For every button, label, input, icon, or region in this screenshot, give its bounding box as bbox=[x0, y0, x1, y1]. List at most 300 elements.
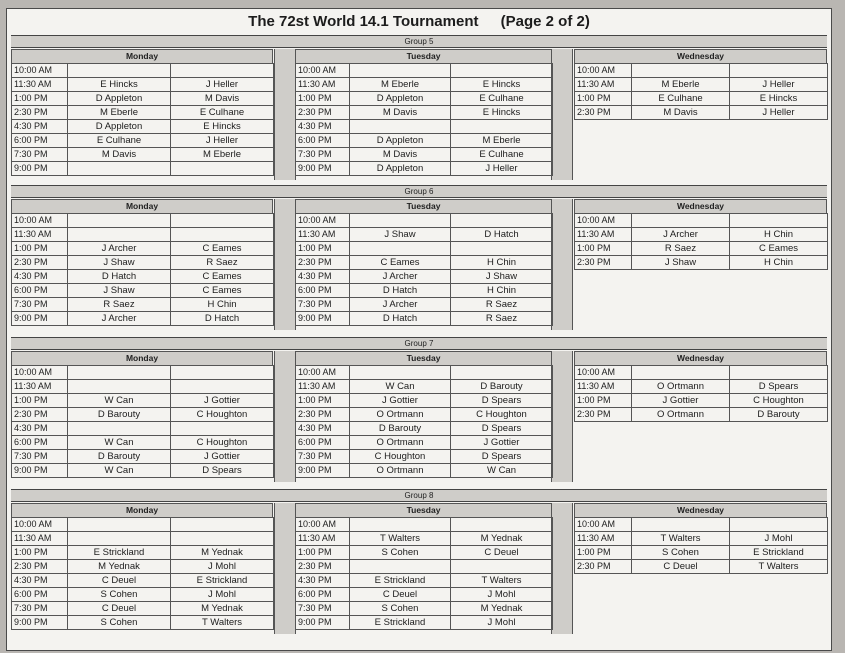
player-two: W Can bbox=[451, 464, 553, 478]
match-row bbox=[296, 464, 553, 478]
match-row bbox=[296, 436, 553, 450]
time-slot: 9:00 PM bbox=[296, 616, 350, 630]
player-one bbox=[350, 560, 451, 574]
match-row bbox=[12, 560, 274, 574]
player-one bbox=[632, 366, 730, 380]
player-two: C Houghton bbox=[171, 436, 274, 450]
time-slot: 10:00 AM bbox=[575, 366, 632, 380]
match-row bbox=[575, 64, 828, 78]
player-two bbox=[171, 64, 274, 78]
player-two: C Houghton bbox=[451, 408, 553, 422]
player-one bbox=[350, 214, 451, 228]
player-one: J Archer bbox=[350, 270, 451, 284]
time-slot: 10:00 AM bbox=[296, 366, 350, 380]
player-two: J Mohl bbox=[730, 532, 828, 546]
player-one: O Ortmann bbox=[632, 408, 730, 422]
player-one: J Gottier bbox=[632, 394, 730, 408]
player-two: C Eames bbox=[171, 284, 274, 298]
player-one: J Shaw bbox=[68, 284, 171, 298]
match-row bbox=[575, 532, 828, 546]
time-slot: 11:30 AM bbox=[12, 228, 68, 242]
time-slot: 6:00 PM bbox=[296, 588, 350, 602]
player-two: M Eberle bbox=[451, 134, 553, 148]
time-slot: 11:30 AM bbox=[575, 228, 632, 242]
player-one: D Appleton bbox=[350, 92, 451, 106]
player-one bbox=[350, 242, 451, 256]
match-row bbox=[12, 408, 274, 422]
player-one bbox=[632, 518, 730, 532]
player-one: W Can bbox=[68, 394, 171, 408]
time-slot: 7:30 PM bbox=[296, 298, 350, 312]
player-one bbox=[632, 64, 730, 78]
time-slot: 2:30 PM bbox=[12, 256, 68, 270]
player-two: J Heller bbox=[171, 78, 274, 92]
match-row bbox=[296, 312, 553, 326]
time-slot: 10:00 AM bbox=[575, 214, 632, 228]
player-one: J Shaw bbox=[68, 256, 171, 270]
match-row bbox=[12, 574, 274, 588]
time-slot: 7:30 PM bbox=[296, 602, 350, 616]
player-one: D Appleton bbox=[68, 92, 171, 106]
player-one: M Yednak bbox=[68, 560, 171, 574]
match-table bbox=[11, 213, 274, 326]
player-one bbox=[350, 366, 451, 380]
player-two: C Deuel bbox=[451, 546, 553, 560]
time-slot: 6:00 PM bbox=[12, 284, 68, 298]
match-row bbox=[12, 228, 274, 242]
match-row bbox=[296, 92, 553, 106]
schedule-sheet bbox=[6, 8, 832, 651]
day-separator bbox=[551, 503, 573, 634]
player-two: E Hincks bbox=[451, 78, 553, 92]
match-row bbox=[296, 148, 553, 162]
player-two: H Chin bbox=[451, 284, 553, 298]
player-one: S Cohen bbox=[350, 602, 451, 616]
player-two: M Yednak bbox=[451, 532, 553, 546]
day-schedule bbox=[574, 351, 827, 482]
time-slot: 2:30 PM bbox=[296, 408, 350, 422]
day-separator bbox=[274, 199, 296, 330]
match-row bbox=[296, 64, 553, 78]
player-two bbox=[451, 518, 553, 532]
match-table bbox=[574, 365, 828, 422]
match-row bbox=[12, 120, 274, 134]
player-two: T Walters bbox=[730, 560, 828, 574]
player-two bbox=[730, 366, 828, 380]
player-two: H Chin bbox=[451, 256, 553, 270]
match-row bbox=[296, 162, 553, 176]
player-one: M Davis bbox=[350, 148, 451, 162]
match-row bbox=[12, 394, 274, 408]
time-slot: 4:30 PM bbox=[12, 270, 68, 284]
player-one: S Cohen bbox=[632, 546, 730, 560]
player-two: R Saez bbox=[171, 256, 274, 270]
player-two: J Mohl bbox=[451, 588, 553, 602]
day-separator bbox=[274, 49, 296, 180]
player-two: E Culhane bbox=[451, 148, 553, 162]
player-one: C Deuel bbox=[350, 588, 451, 602]
day-separator bbox=[551, 199, 573, 330]
match-row bbox=[12, 298, 274, 312]
player-one bbox=[68, 162, 171, 176]
page-title bbox=[7, 9, 831, 35]
player-one: W Can bbox=[68, 464, 171, 478]
match-row bbox=[575, 78, 828, 92]
time-slot: 2:30 PM bbox=[12, 560, 68, 574]
match-row bbox=[12, 106, 274, 120]
match-table bbox=[574, 63, 828, 120]
match-row bbox=[12, 214, 274, 228]
time-slot: 1:00 PM bbox=[12, 92, 68, 106]
group-block bbox=[11, 35, 827, 181]
player-one bbox=[68, 366, 171, 380]
player-two: J Heller bbox=[730, 78, 828, 92]
player-two: J Mohl bbox=[451, 616, 553, 630]
match-row bbox=[575, 546, 828, 560]
player-one: D Hatch bbox=[350, 284, 451, 298]
player-two: D Spears bbox=[451, 422, 553, 436]
group-header: Group 5 bbox=[11, 36, 827, 48]
match-row bbox=[12, 64, 274, 78]
player-one: S Cohen bbox=[68, 616, 171, 630]
time-slot: 2:30 PM bbox=[296, 560, 350, 574]
match-row bbox=[575, 214, 828, 228]
day-schedule bbox=[574, 49, 827, 180]
player-two: M Davis bbox=[171, 92, 274, 106]
player-one: C Deuel bbox=[68, 574, 171, 588]
player-one: S Cohen bbox=[350, 546, 451, 560]
match-row bbox=[296, 532, 553, 546]
time-slot: 7:30 PM bbox=[12, 148, 68, 162]
player-two: J Shaw bbox=[451, 270, 553, 284]
day-schedule bbox=[295, 503, 552, 634]
time-slot: 1:00 PM bbox=[296, 92, 350, 106]
day-schedule bbox=[295, 199, 552, 330]
day-header: Wednesday bbox=[574, 503, 827, 517]
player-one: J Archer bbox=[68, 312, 171, 326]
player-two: M Yednak bbox=[171, 546, 274, 560]
player-two bbox=[451, 214, 553, 228]
time-slot: 10:00 AM bbox=[12, 518, 68, 532]
match-row bbox=[12, 284, 274, 298]
match-table bbox=[11, 63, 274, 176]
time-slot: 11:30 AM bbox=[296, 228, 350, 242]
match-row bbox=[575, 380, 828, 394]
player-one: O Ortmann bbox=[632, 380, 730, 394]
match-row bbox=[296, 616, 553, 630]
match-table bbox=[295, 365, 553, 478]
player-two: E Culhane bbox=[451, 92, 553, 106]
day-schedule bbox=[295, 49, 552, 180]
match-row bbox=[575, 106, 828, 120]
player-one: E Hincks bbox=[68, 78, 171, 92]
player-one: J Archer bbox=[68, 242, 171, 256]
player-one: C Deuel bbox=[68, 602, 171, 616]
player-one: M Davis bbox=[632, 106, 730, 120]
match-row bbox=[296, 518, 553, 532]
time-slot: 1:00 PM bbox=[575, 394, 632, 408]
time-slot: 1:00 PM bbox=[575, 546, 632, 560]
day-separator bbox=[274, 351, 296, 482]
time-slot: 2:30 PM bbox=[12, 106, 68, 120]
player-two: D Hatch bbox=[451, 228, 553, 242]
match-row bbox=[296, 242, 553, 256]
player-two: C Eames bbox=[171, 270, 274, 284]
day-schedule bbox=[295, 351, 552, 482]
player-one: M Eberle bbox=[350, 78, 451, 92]
match-row bbox=[575, 518, 828, 532]
time-slot: 1:00 PM bbox=[12, 546, 68, 560]
time-slot: 4:30 PM bbox=[296, 120, 350, 134]
player-two bbox=[451, 366, 553, 380]
match-row bbox=[296, 574, 553, 588]
player-two: E Hincks bbox=[451, 106, 553, 120]
match-row bbox=[12, 616, 274, 630]
player-one: W Can bbox=[68, 436, 171, 450]
player-one: T Walters bbox=[350, 532, 451, 546]
player-one: J Gottier bbox=[350, 394, 451, 408]
time-slot: 6:00 PM bbox=[12, 588, 68, 602]
time-slot: 6:00 PM bbox=[296, 134, 350, 148]
match-row bbox=[575, 228, 828, 242]
match-row bbox=[12, 464, 274, 478]
player-one: O Ortmann bbox=[350, 436, 451, 450]
match-table bbox=[574, 517, 828, 574]
player-two: J Gottier bbox=[171, 450, 274, 464]
player-one: D Appleton bbox=[350, 162, 451, 176]
match-row bbox=[12, 92, 274, 106]
player-two bbox=[451, 64, 553, 78]
match-row bbox=[575, 560, 828, 574]
player-one: D Barouty bbox=[350, 422, 451, 436]
match-row bbox=[12, 148, 274, 162]
match-row bbox=[296, 546, 553, 560]
match-table bbox=[11, 517, 274, 630]
player-two: C Houghton bbox=[730, 394, 828, 408]
match-row bbox=[296, 588, 553, 602]
time-slot: 9:00 PM bbox=[296, 464, 350, 478]
player-one bbox=[350, 120, 451, 134]
time-slot: 11:30 AM bbox=[575, 78, 632, 92]
player-one: C Eames bbox=[350, 256, 451, 270]
player-one bbox=[632, 214, 730, 228]
match-row bbox=[12, 436, 274, 450]
player-one: R Saez bbox=[68, 298, 171, 312]
player-two: C Eames bbox=[730, 242, 828, 256]
match-row bbox=[575, 394, 828, 408]
match-row bbox=[12, 270, 274, 284]
match-row bbox=[12, 134, 274, 148]
player-one: E Strickland bbox=[350, 616, 451, 630]
match-row bbox=[296, 560, 553, 574]
player-two: J Heller bbox=[171, 134, 274, 148]
time-slot: 11:30 AM bbox=[296, 380, 350, 394]
match-row bbox=[575, 92, 828, 106]
time-slot: 9:00 PM bbox=[12, 162, 68, 176]
player-two: R Saez bbox=[451, 298, 553, 312]
match-row bbox=[296, 602, 553, 616]
player-two: H Chin bbox=[730, 228, 828, 242]
time-slot: 1:00 PM bbox=[575, 242, 632, 256]
day-header: Monday bbox=[11, 199, 273, 213]
match-row bbox=[12, 380, 274, 394]
time-slot: 10:00 AM bbox=[296, 518, 350, 532]
match-row bbox=[12, 588, 274, 602]
player-one bbox=[68, 64, 171, 78]
time-slot: 10:00 AM bbox=[575, 518, 632, 532]
match-row bbox=[296, 450, 553, 464]
player-one: S Cohen bbox=[68, 588, 171, 602]
match-row bbox=[296, 120, 553, 134]
time-slot: 11:30 AM bbox=[296, 532, 350, 546]
player-one: O Ortmann bbox=[350, 464, 451, 478]
time-slot: 10:00 AM bbox=[12, 366, 68, 380]
player-two: C Houghton bbox=[171, 408, 274, 422]
time-slot: 7:30 PM bbox=[296, 148, 350, 162]
day-header: Monday bbox=[11, 503, 273, 517]
player-one: J Shaw bbox=[350, 228, 451, 242]
day-header: Tuesday bbox=[295, 49, 552, 63]
player-one: T Walters bbox=[632, 532, 730, 546]
player-one: D Appleton bbox=[350, 134, 451, 148]
group-block bbox=[11, 185, 827, 331]
player-two: M Yednak bbox=[171, 602, 274, 616]
time-slot: 1:00 PM bbox=[296, 242, 350, 256]
time-slot: 4:30 PM bbox=[296, 270, 350, 284]
day-header: Tuesday bbox=[295, 503, 552, 517]
match-row bbox=[296, 106, 553, 120]
time-slot: 7:30 PM bbox=[12, 298, 68, 312]
time-slot: 10:00 AM bbox=[12, 214, 68, 228]
player-two: D Spears bbox=[171, 464, 274, 478]
match-row bbox=[296, 134, 553, 148]
player-two: C Eames bbox=[171, 242, 274, 256]
player-one: D Hatch bbox=[350, 312, 451, 326]
player-two: E Strickland bbox=[730, 546, 828, 560]
player-two: D Spears bbox=[451, 450, 553, 464]
match-row bbox=[296, 284, 553, 298]
match-row bbox=[12, 546, 274, 560]
day-header: Monday bbox=[11, 49, 273, 63]
time-slot: 2:30 PM bbox=[575, 106, 632, 120]
time-slot: 7:30 PM bbox=[12, 450, 68, 464]
match-row bbox=[296, 228, 553, 242]
player-one: M Davis bbox=[68, 148, 171, 162]
match-row bbox=[296, 408, 553, 422]
player-two bbox=[730, 214, 828, 228]
player-two: D Hatch bbox=[171, 312, 274, 326]
player-one: J Archer bbox=[350, 298, 451, 312]
match-row bbox=[12, 518, 274, 532]
player-two: M Eberle bbox=[171, 148, 274, 162]
player-two: H Chin bbox=[730, 256, 828, 270]
time-slot: 2:30 PM bbox=[575, 256, 632, 270]
match-row bbox=[296, 256, 553, 270]
match-row bbox=[296, 298, 553, 312]
match-row bbox=[12, 78, 274, 92]
player-one: D Barouty bbox=[68, 450, 171, 464]
day-schedule bbox=[11, 503, 273, 634]
player-two: R Saez bbox=[451, 312, 553, 326]
player-one bbox=[350, 518, 451, 532]
player-one: E Strickland bbox=[350, 574, 451, 588]
match-row bbox=[12, 256, 274, 270]
match-row bbox=[575, 256, 828, 270]
time-slot: 2:30 PM bbox=[12, 408, 68, 422]
match-row bbox=[575, 242, 828, 256]
time-slot: 4:30 PM bbox=[296, 422, 350, 436]
time-slot: 1:00 PM bbox=[12, 242, 68, 256]
player-one: R Saez bbox=[632, 242, 730, 256]
player-two bbox=[451, 242, 553, 256]
match-row bbox=[296, 380, 553, 394]
time-slot: 9:00 PM bbox=[12, 464, 68, 478]
time-slot: 1:00 PM bbox=[296, 546, 350, 560]
time-slot: 4:30 PM bbox=[12, 574, 68, 588]
group-block bbox=[11, 489, 827, 635]
match-row bbox=[12, 162, 274, 176]
day-schedule bbox=[574, 199, 827, 330]
match-row bbox=[296, 422, 553, 436]
player-two: E Hincks bbox=[730, 92, 828, 106]
time-slot: 10:00 AM bbox=[12, 64, 68, 78]
match-row bbox=[296, 366, 553, 380]
time-slot: 1:00 PM bbox=[12, 394, 68, 408]
player-one: M Eberle bbox=[632, 78, 730, 92]
time-slot: 9:00 PM bbox=[296, 312, 350, 326]
match-table bbox=[574, 213, 828, 270]
group-block bbox=[11, 337, 827, 483]
player-two: J Mohl bbox=[171, 560, 274, 574]
player-one bbox=[68, 532, 171, 546]
player-two: E Strickland bbox=[171, 574, 274, 588]
player-one: O Ortmann bbox=[350, 408, 451, 422]
player-two: D Spears bbox=[451, 394, 553, 408]
player-one: E Culhane bbox=[632, 92, 730, 106]
player-two bbox=[171, 422, 274, 436]
time-slot: 2:30 PM bbox=[575, 408, 632, 422]
player-two: J Gottier bbox=[451, 436, 553, 450]
time-slot: 10:00 AM bbox=[296, 64, 350, 78]
group-header: Group 8 bbox=[11, 490, 827, 502]
player-two: J Gottier bbox=[171, 394, 274, 408]
time-slot: 9:00 PM bbox=[12, 616, 68, 630]
time-slot: 4:30 PM bbox=[12, 422, 68, 436]
time-slot: 6:00 PM bbox=[296, 436, 350, 450]
player-one: M Eberle bbox=[68, 106, 171, 120]
player-one: J Shaw bbox=[632, 256, 730, 270]
player-one bbox=[68, 422, 171, 436]
time-slot: 10:00 AM bbox=[296, 214, 350, 228]
time-slot: 11:30 AM bbox=[12, 532, 68, 546]
player-two bbox=[171, 380, 274, 394]
time-slot: 2:30 PM bbox=[296, 106, 350, 120]
player-two: M Yednak bbox=[451, 602, 553, 616]
day-header: Wednesday bbox=[574, 199, 827, 213]
player-two: D Barouty bbox=[451, 380, 553, 394]
match-row bbox=[12, 366, 274, 380]
time-slot: 11:30 AM bbox=[12, 380, 68, 394]
player-one: D Hatch bbox=[68, 270, 171, 284]
player-two bbox=[451, 560, 553, 574]
player-one bbox=[68, 228, 171, 242]
player-one: C Deuel bbox=[632, 560, 730, 574]
match-row bbox=[12, 450, 274, 464]
match-table bbox=[295, 63, 553, 176]
tournament-title: The 72st World 14.1 Tournament bbox=[248, 13, 479, 30]
day-separator bbox=[551, 49, 573, 180]
player-one: W Can bbox=[350, 380, 451, 394]
